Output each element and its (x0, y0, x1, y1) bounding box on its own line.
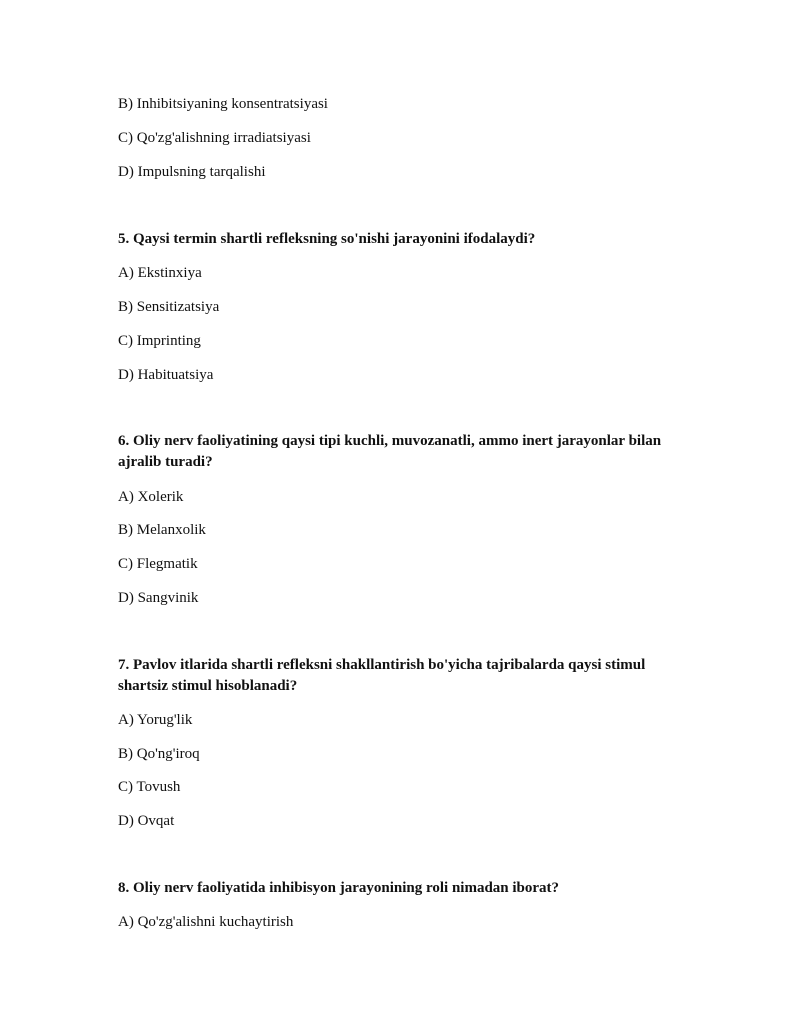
answer-option: A) Xolerik (118, 489, 184, 505)
question-text: 8. Oliy nerv faoliyatida inhibisyon jarayonining roli nimadan iborat? (118, 880, 560, 896)
answer-option: C) Tovush (118, 779, 181, 795)
answer-option: D) Habituatsiya (118, 367, 214, 383)
answer-option: D) Ovqat (118, 813, 175, 829)
answer-option: B) Melanxolik (118, 522, 206, 538)
answer-option: C) Qo'zg'alishning irradiatsiyasi (118, 130, 311, 146)
question-text: 7. Pavlov itlarida shartli refleksni shakllantirish bo'yicha tajribalarda qaysi stimul shartsiz stimul hisoblanadi? (118, 657, 646, 694)
question-text: 5. Qaysi termin shartli refleksning so'nishi jarayonini ifodalaydi? (118, 231, 536, 247)
answer-option: D) Impulsning tarqalishi (118, 164, 266, 180)
answer-option: D) Sangvinik (118, 590, 199, 606)
answer-option: A) Qo'zg'alishni kuchaytirish (118, 914, 294, 930)
answer-option: A) Ekstinxiya (118, 265, 202, 281)
answer-option: A) Yorug'lik (118, 712, 193, 728)
answer-option: C) Imprinting (118, 333, 201, 349)
question-text: 6. Oliy nerv faoliyatining qaysi tipi kuchli, muvozanatli, ammo inert jarayonlar bilan ajralib turadi? (118, 433, 662, 470)
answer-option: B) Inhibitsiyaning konsentratsiyasi (118, 96, 328, 112)
answer-option: B) Sensitizatsiya (118, 299, 220, 315)
answer-option: C) Flegmatik (118, 556, 198, 572)
answer-option: B) Qo'ng'iroq (118, 746, 200, 762)
